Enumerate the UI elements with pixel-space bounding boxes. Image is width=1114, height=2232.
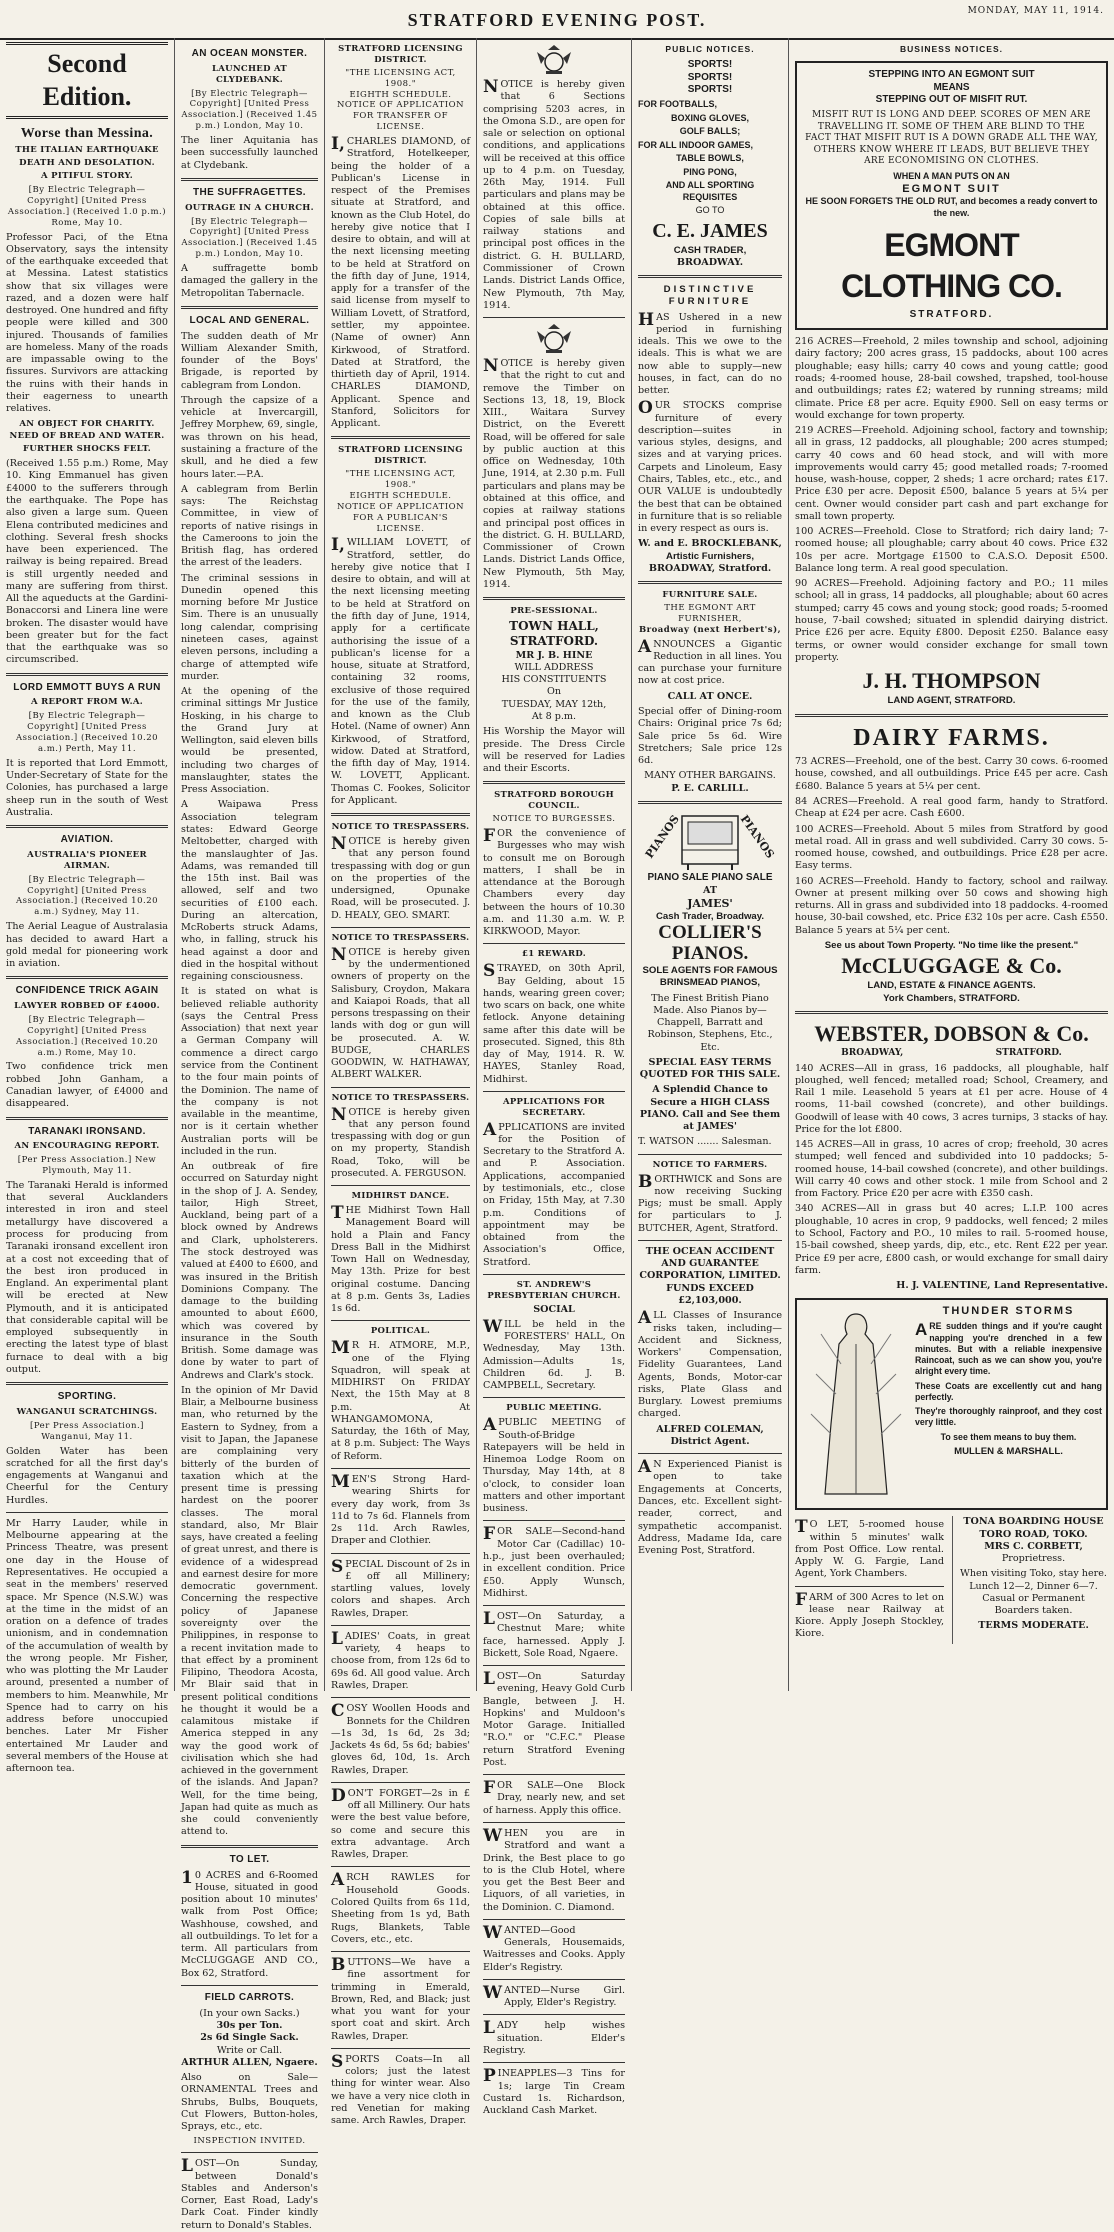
section-header: PUBLIC NOTICES. (665, 44, 755, 54)
notice-body: NOTICE is hereby given by the undermentioned owners of property on the Salisbury, Croydon, Makara and Kaiapoi Roads, that all persons trespassing on their lands with dog or gun will be prosecuted. A. W. BUDGE, CHARLES GOODWIN, W. HATHAWAY, ALBERT WALKER. (331, 944, 470, 1081)
classified-ad: FOR SALE—Second-hand Motor Car (Cadillac) 10-h.p., just been overhauled; in excellent condition. Price £50. Apply Wunsch, Midhirst. (483, 1524, 625, 1599)
ad-item: BOXING GLOVES, (670, 112, 749, 123)
newspaper-title: STRATFORD EVENING POST. (407, 10, 707, 30)
headline: SPORTING. (57, 1391, 117, 1403)
ad-line: LAND, ESTATE & FINANCE AGENTS. (867, 980, 1036, 992)
headline: CONFIDENCE TRICK AGAIN (15, 985, 159, 997)
classified-ad: PINEAPPLES—3 Tins for 1s; large Tin Cream Custard 1s. Richardson, Auckland Cash Market. (483, 2066, 625, 2117)
ad-body: LOST—On Sunday, between Donald's Stables and Anderson's Corner, East Road, Lady's Dark Coat. Finder kindly return to Donald's Stables. (181, 2156, 318, 2231)
ad-line: LAND AGENT, STRATFORD. (887, 695, 1016, 707)
ad-line: ALFRED COLEMAN, District Agent. (656, 1423, 764, 1447)
pianos-sign: PIANOS (642, 812, 682, 861)
notice-body: THE Midhirst Town Hall Management Board will hold a Plain and Fancy Dress Ball in the Midhirst Town Hall on Wednesday, May 13th. Prize for best original costume. Dancing at 8 p.m. Gents 3s, Ladies 1s 6d. (331, 1203, 470, 1315)
ad-line: HE SOON FORGETS THE OLD RUT, and becomes a ready convert to the new. (805, 196, 1098, 218)
paragraph: A Waipawa Press Association telegram states: Edward George Meltobetter, charged with the manslaughter of Jas. Adams, was remanded till the 15th inst. Bail was allowed, self and two securities of £100 each. During an altercation, McRoberts struck Adams, who, in falling, struck his head against a door and died in the hospital without regaining consciousness. (181, 799, 318, 983)
subhead: NEED OF BREAD AND WATER. (9, 431, 165, 442)
ad-line: Artistic Furnishers, (666, 550, 754, 562)
column-5 (632, 38, 789, 1691)
classified-ad: SPECIAL Discount of 2s in £ off all Millinery; startling values, lovely colors and shapes. Arch Rawles, Draper. (331, 1556, 470, 1619)
ad-body: ALL Classes of Insurance risks taken, including—Accident and Sickness, Workers' Compensation, Fidelity Guarantees, Land Agents, Bonds, Motor-car risks, Plate Glass and Burglary. Lowest premiums charged. (638, 1308, 782, 1420)
ad-line: INSPECTION INVITED. (193, 2136, 306, 2147)
article-body: Professor Paci, of the Etna Observatory, says the intensity of the earthquake exceeded that at Messina. Latest statistics show that six villages were razed, and a dozen were half destroyed. One hundred and fifty people were killed and 300 injured. Thousands of families are homeless. Many of the roads are impassable owing to the fissures. Survivors are attacking the ruins with their hands in their eagerness to unearth relatives. (6, 231, 168, 415)
ad-body: They're thoroughly rainproof, and they cost very little. (915, 1406, 1102, 1428)
notice-body: NOTICE is hereby given that the right to cut and remove the Timber on Sections 13, 18, 19, Block XIII., Waitara Survey District, on the Everett Road, will be offered for sale by public auction at this office on Wednesday, 10th June, 1914, at 2.30 p.m. Full particulars and plans may be obtained at this office, and copies at railway stations and principal post offices in the district. G. H. BULLARD, Commissioner of Crown Lands. District Lands Office, New Plymouth, 5th May, 1914. (483, 356, 625, 590)
advertiser-name: MULLEN & MARSHALL. (954, 1445, 1063, 1457)
ad-line: ARTHUR ALLEN, Ngaere. (181, 2056, 318, 2068)
article-body: Golden Water has been scratched for all the first day's engagements at Wanganui and Cheerful for the Century Hurdles. (6, 1445, 168, 1506)
ad-item: GOLF BALLS; (679, 126, 741, 137)
ad-line: Write or Call. (216, 2044, 283, 2056)
subhead: LAUNCHED AT CLYDEBANK. (211, 63, 288, 85)
notice-heading: STRATFORD BOROUGH COUNCIL. (494, 790, 614, 812)
ad-heading: DAIRY FARMS. (853, 724, 1050, 751)
ad-heading: DISTINCTIVE (663, 284, 757, 296)
subhead: FURTHER SHOCKS FELT. (22, 444, 152, 455)
paragraph: An outbreak of fire occurred on Saturday night in the shop of J. A. Sendey, tailor, High Street, Auckland, being part of a block owned by Andrews and Clark, upholsterers. The stock destroyed was valued at £400 to £600, and was insured in the British Dominions Company. The damage to the building amounted to about £600, which was covered by insurance in the South British. Some damage was done by water to part of Andrews and Clark's stock. (181, 1161, 318, 1381)
ad-line: TERMS MODERATE. (978, 1620, 1089, 1632)
paragraph: A cablegram from Berlin says: The Reichstag Committee, in view of reports of native risings in the Cameroons to join the British flag, has ordered the arrest of the leaders. (181, 483, 318, 569)
paragraph: Through the capsize of a vehicle at Invercargill, Jeffrey Morphew, 69, single, was thrown on his head, sustaining a fracture of the skull, and he died a few hours later.—P.A. (181, 394, 318, 480)
classified-ad: FARM of 300 Acres to let on lease near Railway at Kiore. Apply Joseph Stockley, Kiore. (795, 1589, 944, 1640)
ad-line: AT (702, 884, 718, 896)
ad-line: PIANO SALE PIANO SALE (647, 871, 773, 883)
paragraph: The sudden death of Mr William Alexander Smith, founder of the Boys' Brigade, is reported by cablegram from London. (181, 330, 318, 391)
classified-ad: TO LET, 5-roomed house within 5 minutes' walk from Post Office. Low rental. Apply W. G. Fargie, Land Agent, York Chambers. (795, 1517, 944, 1580)
notice-body: NOTICE is hereby given that any person found trespassing with dog or gun on my property, Standish Road, Toko, will be prosecuted. A. FERGUSON. (331, 1104, 470, 1179)
notice-line: MR J. B. HINE (515, 649, 593, 661)
ad-heading: NOTICE TO FARMERS. (652, 1159, 768, 1170)
notice-body: WILL be held in the FORESTERS' HALL, On Wednesday, May 13th. Admission—Adults 1s, Children 6d. J. B. CAMPBELL, Secretary. (483, 1316, 625, 1392)
land-listing: 84 ACRES—Freehold. A real good farm, handy to Stratford. Cheap at £24 per acre. Cash £600. (795, 796, 1108, 820)
ad-line: THE EGMONT ART FURNISHER, (664, 603, 756, 624)
notice-line: "THE LICENSING ACT, 1908." (345, 469, 456, 490)
ad-line: SOLE AGENTS FOR FAMOUS BRINSMEAD PIANOS, (642, 965, 778, 989)
ad-item: AND ALL SPORTING REQUISITES (665, 180, 755, 202)
notice-heading: POLITICAL. (370, 1326, 431, 1337)
notice-body: APPLICATIONS are invited for the Position of Secretary to the Stratford A. and P. Association. Applications, accompanied by testimonials, etc., close on Friday, 15th May, at 7.30 p.m. Conditions of appointment may be obtained from the Association's Office, Stratford. (483, 1119, 625, 1268)
notice-line: HIS CONSTITUENTS (501, 674, 607, 686)
subhead: AUSTRALIA'S PIONEER AIRMAN. (27, 849, 147, 871)
land-listing: 216 ACRES—Freehold, 2 miles township and school, adjoining dairy factory; 200 acres grass, 15 paddocks, about 100 acres ploughable; easy hills; carry 40 cows and young cattle; good roads; 4-roomed house, 28-bail cowshed, trapshed, tool-house and outbuildings; rates £2; watered by running streams; mild climate. Price £8 per acre. Equity £900. Sell on easy terms or would exchange for town property. (795, 336, 1108, 421)
credit-line: [By Electric Telegraph—Copyright] [United Press Association.] (Received 1.45 p.m.) London, May 10. (181, 88, 318, 132)
ad-body: Special offer of Dining-room Chairs: Original price 7s 6d; Sale price 5s 6d. Wire Stretchers; Sale price 12s 6d. (638, 705, 782, 767)
notice-body: APUBLIC MEETING of South-of-Bridge Ratepayers will be held in Hinemoa Lodge Room on Thursday, May 14th, at 8 o'clock, to consider loan matters and other important business. (483, 1415, 625, 1515)
land-listing: 100 ACRES—Freehold. Close to Stratford; rich dairy land; 7-roomed house; all ploughable; carry about 40 cows. Price £32 10s per acre. Mortgage £1500 to C.A.S.O. Deposit £500. Balance long term. A real good speculation. (795, 526, 1108, 574)
land-listing: 160 ACRES—Freehold. Handy to factory, school and railway. Owner at present milking over 50 cows and showing high returns. All in grass and subdivided into 18 paddocks. 4-roomed house, 30-bail cowshed, etc. Price £32 10s per acre. Cash £550. Balance 5 years at 5¼ per cent. (795, 875, 1108, 936)
agent-name: McCLUGGAGE & Co. (841, 953, 1062, 979)
ad-heading: TONA BOARDING HOUSE TORO ROAD, TOKO. (963, 1516, 1104, 1540)
pianos-sign: PIANOS (738, 812, 778, 861)
article-body: The Taranaki Herald is informed that several Aucklanders interested in iron and steel metallurgy have discovered a process for producing from Taranaki ironsand excellent iron at a cost not exceeding that of the best iron produced in England. An experimental plant will be erected at New Plymouth, and it is anticipated that considerable capital will be employed subsequently in erecting the latest type of blast furnace to deal with a big output. (6, 1179, 168, 1375)
notice-body: MR H. ATMORE, M.P., one of the Flying Squadron, will speak at MIDHIRST On FRIDAY Next, the 15th May at 8 p.m. At WHANGAMOMONA, Saturday, the 16th of May, at 8 p.m. Subject: The Ways of Reform. (331, 1338, 470, 1462)
ad-body: BORTHWICK and Sons are now receiving Sucking Pigs; must be small. Apply for particulars to J. BUTCHER, Agent, Stratford. (638, 1171, 782, 1234)
egmont-clothing-ad (795, 61, 1108, 330)
subhead: OUTRAGE IN A CHURCH. (185, 202, 314, 213)
notice-body: NOTICE is hereby given that any person found trespassing with dog or gun on the properties of the undersigned, Opunake Road, will be prosecuted. J. D. HEALY, GEO. SMART. (331, 834, 470, 921)
agent-location (795, 1048, 1108, 1060)
classified-ad: LOST—On Saturday, a Chestnut Mare; white face, harnessed. Apply J. Bickett, Sole Road, Ngaere. (483, 1609, 625, 1659)
notice-heading: APPLICATIONS FOR SECRETARY. (502, 1096, 606, 1118)
land-listing: 100 ACRES—Freehold. About 5 miles from Stratford by good metal road. All in grass and well subdivided. Carry 30 cows. 5-roomed house, cowshed, and outbuildings. Price £28 per acre. Easy terms. (795, 823, 1108, 872)
headline: Worse than Messina. (20, 125, 154, 141)
masthead (0, 0, 1114, 40)
notice-line: On (546, 686, 562, 698)
ad-line: T. WATSON ....... Salesman. (638, 1136, 772, 1148)
notice-heading: NOTICE TO TRESPASSERS. (331, 822, 470, 833)
classified-ad: BUTTONS—We have a fine assortment for trimming in Emerald, Brown, Red, and Black; just what you want for your sport coat and skirt. Arch Rawles, Draper. (331, 1955, 470, 2042)
section-header: BUSINESS NOTICES. (900, 44, 1003, 54)
classified-ad: WANTED—Good Generals, Housemaids, Waitresses and Cooks. Apply Elder's Registry. (483, 1922, 625, 1973)
headline: LOCAL AND GENERAL. (189, 314, 310, 326)
piano-illustration (638, 810, 782, 872)
ad-line: BROADWAY. (676, 256, 744, 268)
land-listing: 340 ACRES—All in grass but 40 acres; L.I.P. 100 acres ploughable, 10 acres in crop, 9 paddocks, well fenced; 2 miles to School, Factory and P.O., 10 miles to rail. 5-roomed house, 15-bail cowshed, sheep yards, dip, etc., etc. Rent £22 per year. Price £9 per acre, £800 cash, or would exchange for small dairy farm. (795, 1203, 1108, 1276)
subhead: DEATH AND DESOLATION. (19, 158, 155, 169)
notice-heading: PUBLIC MEETING. (506, 1403, 602, 1414)
ad-line: York Chambers, STRATFORD. (883, 992, 1020, 1004)
issue-date: MONDAY, MAY 11, 1914. (967, 6, 1104, 16)
credit-line: [By Electric Telegraph—Copyright] [United Press Association.] (Received 1.0 p.m.) Rome, May 10. (7, 185, 167, 228)
ad-line: SPORTS! (687, 71, 733, 83)
ad-body: 10 ACRES and 6-Roomed House, situated in good position about 10 minutes' walk from Post Office; Washhouse, cowshed, and all outbuildings. To let for a term. All particulars from McCLUGGAGE AND CO., Box 62, Stratford. (181, 1867, 318, 1979)
ad-heading: TO LET. (229, 1853, 270, 1865)
piano-brand: COLLIER'S PIANOS. (658, 922, 762, 965)
paragraph: In the opinion of Mr David Blair, a Melbourne business man, who returned by the Eastern to Sydney, from a visit to Japan, the Japanese are complaining very bitterly of the burden of taxation which at the present time is pressing hardest on the poorer classes. The moral standard, also, Mr Blair says, have created a feeling of great unrest, and there is evidence of a widespread and earnest desire for more democratic government. Concerning the respective policy of Japanese sovereignty over the Philippines, in response to a recent invitation made to that effect by a prominent Filipino, Theodora Acosta, Mr Blair said that in present political conditions he thought it would be a calamitous mistake if America stepped in any way the good work of civilisation which she had achieved in the government of the islands. And Japan? Well, for the time being, Japan had quite as much as she could conveniently attend to. (181, 1384, 319, 1838)
ad-item: GO TO (695, 205, 725, 216)
royal-crest-icon (531, 323, 577, 355)
article-body: (Received 1.55 p.m.) Rome, May 10. King Emmanuel has given £4000 to the sufferers through the earthquake. The Pope has also given a large sum. Queen Elena contributed medicines and clothing. Several fresh shocks have been experienced. The railway is being repaired. Bread is still urgently needed and many are suffering from thirst. All the aqueducts at the Gardini-Bonaccorsi and Linera line were broken. The disaster would have been greater but for the fact that the earthquake was so circumscribed. (6, 458, 168, 666)
subhead: WANGANUI SCRATCHINGS. (16, 1407, 158, 1417)
ad-line: STEPPING INTO AN EGMONT SUIT (868, 68, 1035, 80)
subhead: AN OBJECT FOR CHARITY. (19, 418, 155, 429)
classified-ad: DON'T FORGET—2s in £ off all Millinery. Our hats were the best value before, so come and secure this extra advantage. Arch Rawles, Draper. (331, 1785, 470, 1861)
ad-line: H. J. VALENTINE, Land Representative. (896, 1280, 1108, 1292)
ad-body: OUR STOCKS comprise furniture of every description—suites in various styles, designs, and sizes and at varying prices. Carpets and Linoleum, Easy Chairs, Tables, etc., etc., and OUR VALUE is undoubtedly the best that can be obtained in furniture that is so reliable in every respect as ours is. (638, 398, 782, 535)
classified-ad: LADY help wishes situation. Elder's Registry. (483, 2018, 625, 2056)
notice-body: His Worship the Mayor will preside. The Dress Circle will be reserved for Ladies and their Escorts. (483, 726, 625, 775)
subhead: A PITIFUL STORY. (40, 171, 133, 182)
headline: TARANAKI IRONSAND. (28, 1125, 146, 1137)
paragraph: At the opening of the criminal sittings Mr Justice Hosking, in his charge to the Grand Jury at Wellington, said eleven bills would be presented, including two charges of manslaughter, states the Press Association. (181, 686, 318, 796)
ad-line: BROADWAY, Stratford. (648, 562, 772, 574)
land-listing: 73 ACRES—Freehold, one of the best. Carry 30 cows. 6-roomed house, cowshed, and all outbuildings. Price £45 per acre. Cash £680. Balance 5 years at 5¼ per cent. (795, 756, 1108, 792)
article-body: The Aerial League of Australasia has decided to award Hart a gold medal for pioneering work in aviation. (6, 921, 168, 970)
notice-heading: NOTICE TO TRESPASSERS. (331, 1092, 470, 1103)
ad-heading: THE OCEAN ACCIDENT AND GUARANTEE CORPORATION, LIMITED. (639, 1245, 781, 1282)
notice-heading: NOTICE TO TRESPASSERS. (331, 932, 470, 943)
ad-body: Also on Sale— ORNAMENTAL Trees and Shrubs, Bulbs, Bouquets, Cut Flowers, Button-holes, Sprays, etc., etc. (181, 2072, 318, 2133)
notice-heading: £1 REWARD. (521, 949, 587, 960)
ad-line: See us about Town Property. "No time like the present." (824, 939, 1079, 951)
royal-crest-icon (531, 44, 577, 76)
notice-line: NOTICE OF APPLICATION FOR TRANSFER OF LICENSE. (336, 100, 465, 133)
egmont-brand: EGMONT CLOTHING CO. (841, 227, 1062, 305)
notice-line: NOTICE OF APPLICATION FOR A PUBLICAN'S LICENSE. (336, 501, 465, 534)
ad-line: BROADWAY, (841, 1048, 904, 1059)
notice-body: FOR the convenience of Burgesses who may wish to consult me on Borough matters, I shall be in attendance at the Borough Chambers every day between the hours of 10.30 a.m. and 11.30 a.m. W. P. KIRKWOOD, Mayor. (483, 825, 625, 938)
agent-name: J. H. THOMPSON (862, 668, 1041, 694)
notice-body: STRAYED, on 30th April, Bay Gelding, about 15 hands, wearing green cover; two scars on back, one white fetlock. Anyone detaining same after this date will be prosecuted. Signed, this 8th day of May, 1914. R. W. HAYES, Stanley Road, Midhirst. (483, 961, 625, 1085)
classified-ad: LADIES' Coats, in great variety, 4 heaps to choose from, from 12s 6d to 69s 6d. All good value. Arch Rawles, Draper. (331, 1628, 470, 1691)
classified-ad: SPORTS Coats—In all colors; just the latest thing for winter wear. Also we have a very nice cloth in red Venetian for making same. Arch Rawles, Draper. (331, 2051, 470, 2127)
advertiser-name: P. E. CARLILL. (671, 782, 749, 794)
ad-body: A Splendid Chance to Secure a HIGH CLASS PIANO. Call and See them at JAMES' (639, 1084, 781, 1133)
thunder-storms-ad (795, 1298, 1108, 1510)
credit-line: [By Electric Telegraph—Copyright] [United Press Association.] (Received 10.20 a.m.) Rome, May 10. (15, 1014, 159, 1058)
credit-line: [By Electric Telegraph—Copyright] [United Press Association.] (Received 10.20 a.m.) Sydney, May 11. (15, 874, 159, 918)
column-3 (325, 38, 477, 2127)
edition-banner: Second Edition. (6, 42, 168, 119)
ad-line: Proprietress. (1001, 1553, 1066, 1565)
classified-ad: FOR SALE—One Block Dray, nearly new, and set of harness. Apply this office. (483, 1778, 625, 1816)
classified-ad: MEN'S Strong Hard-wearing Shirts for every day work, from 3s 11d to 7s 6d. Flannels from 2s 11d. Arch Rawles, Draper and Clothier. (331, 1472, 470, 1547)
subhead: A REPORT FROM W.A. (30, 697, 144, 708)
notice-line: NOTICE TO BURGESSES. (492, 814, 616, 825)
ad-line: EGMONT SUIT (902, 183, 1001, 196)
ad-line: 2s 6d Single Sack. (200, 2032, 299, 2044)
advertiser-name: MRS C. CORBETT, (984, 1540, 1083, 1552)
ad-item: FOR ALL INDOOR GAMES, (638, 139, 754, 150)
paragraph: It is stated on what is believed reliable authority (says the Central Press Association) that next year a German Company will commence a direct cargo service from the Continent to the four main points of the Dominion. The name of the company is not available in the meantime, nor is it certain whether Australian ports will be included in the run. (181, 986, 318, 1157)
ad-heading: FIELD CARROTS. (204, 1991, 295, 2003)
ad-body: HAS Ushered in a new period in furnishing ideals. This we owe to the ideals. This is what we are now able to supply—new houses, in fact, can do no better. (638, 309, 782, 397)
ad-item: FOR FOOTBALLS, (638, 99, 717, 110)
ad-line: STEPPING OUT OF MISFIT RUT. (875, 94, 1028, 106)
article-body: Mr Harry Lauder, while in Melbourne appearing at the Princess Theatre, was present one day in the House of Representatives. He occupied a seat in the members' reserved space. Mr Spence (N.S.W.) was at the time in the midst of an oration on a defence of trades unionism, and in condemnation of the accumulation of wealth by the wrong people. Mr Fisher, who was plotting the Mr Lauder around, presented a number of members to him. Meanwhile, Mr Spence had to carry on his address before unoccupied benches. Later Mr Fisher entertained Mr Lauder and several members of the House at afternoon tea. (6, 1517, 168, 1775)
notice-line: EIGHTH SCHEDULE. (349, 490, 452, 501)
notice-heading: PRE-SESSIONAL. (510, 606, 598, 617)
ad-line: WHEN A MAN PUTS ON AN (893, 170, 1010, 181)
classified-ad: ARCH RAWLES for Household Goods. Colored Quilts from 6s 11d, Sheeting from 1s yd, Bath Rugs, Blankets, Table Covers, etc., etc. (331, 1870, 470, 1945)
column-2 (175, 38, 325, 2231)
article-body: The liner Aquitania has been successfully launched at Clydebank. (181, 135, 318, 171)
headline: LORD EMMOTT BUYS A RUN (13, 681, 161, 693)
ad-heading: THUNDER STORMS (942, 1305, 1075, 1318)
subhead: LAWYER ROBBED OF £4000. (14, 1001, 160, 1012)
credit-line: [Per Press Association.] New Plymouth, May 11. (17, 1155, 157, 1177)
ad-line: Cash Trader, Broadway. (655, 910, 765, 922)
article-body: A suffragette bomb damaged the gallery in the Metropolitan Tabernacle. (181, 263, 318, 299)
ad-line: CASH TRADER, (673, 244, 747, 256)
notice-heading: MIDHIRST DANCE. (351, 1191, 450, 1202)
ad-line: STRATFORD. (995, 1048, 1062, 1059)
notice-body: NOTICE is hereby given that 6 Sections comprising 5203 acres, in the Omona S.D., are open for sale or selection on optional conditions, and applications will be received at this office up to 4 p.m. on Tuesday, 26th May, 1914. Full particulars and plans may be obtained at this office. Copies of sale bills at railway stations and principal post offices in the district. G. H. BULLARD, Commissioner of Crown Lands. District Lands Office, New Plymouth, 7th May, 1914. (483, 77, 625, 311)
ad-line: SPECIAL EASY TERMS QUOTED FOR THIS SALE. (639, 1056, 781, 1081)
ad-line: FUNDS EXCEED £2,103,000. (666, 1282, 754, 1306)
notice-line: "THE LICENSING ACT, 1908." (345, 67, 456, 89)
ad-body: MISFIT RUT IS LONG AND DEEP. SCORES OF MEN ARE TRAVELLING IT. SOME OF THEM ARE BLIND TO THE FACT THAT MISFIT RUT IS A DOWN GRADE ALL THE WAY, OTHERS KNOW WHERE IT LEADS, BUT BELIEVE THEY ARE ECONOMISING ON CLOTHES. (805, 110, 1098, 167)
ad-line: 30s per Ton. (216, 2020, 283, 2031)
headline: AN OCEAN MONSTER. (191, 48, 308, 59)
ad-body: To see them means to buy them. (940, 1431, 1077, 1442)
credit-line: [By Electric Telegraph—Copyright] [United Press Association.] (Received 1.45 p.m.) London, May 10. (181, 216, 318, 260)
paragraph: The criminal sessions in Dunedin opened this morning before Mr Justice Sim. There is an unusually long calendar, comprising nineteen cases, against eleven persons, including a charge of attempted wife murder. (181, 572, 318, 682)
classified-ad: LOST—On Saturday evening, Heavy Gold Curb Bangle, between J. H. Hopkins' and Muldoon's Motor Garage. Initialled "R.O." or "C.F.C." Please return Stratford Evening Post. (483, 1669, 625, 1768)
column-1 (0, 38, 175, 1775)
notice-line: At 8 p.m. (531, 711, 577, 723)
article-body: Two confidence trick men robbed John Ganham, a Canadian lawyer, of £4000 and disappeared. (6, 1061, 168, 1110)
classified-ad: COSY Woollen Hoods and Bonnets for the Children—1s 3d, 1s 6d, 2s 3d; Jackets 4s 6d, 5s 6d; babies' gloves 6d, 10d, 1s. Arch Rawles, Draper. (331, 1701, 470, 1776)
credit-line: [Per Press Association.] Wanganui, May 11. (30, 1420, 144, 1442)
notice-line: TUESDAY, MAY 12th, (501, 698, 607, 710)
headline: THE SUFFRAGETTES. (193, 186, 306, 198)
notice-body: I,CHARLES DIAMOND, of Stratford, Hotelkeeper, being the holder of a Publican's License in respect of the Premises situate at Stratford, and known as the Club Hotel, do hereby give notice that I desire to obtain, and will at the next licensing meeting to be held at Stratford on the fifth day of June, 1914, apply for a transfer of the said license from myself to William Lovett, of Stratford, settler, my appointee. (Name of owner) Ann Kirkwood, of Stratford. Dated at Stratford, the thirtieth day of April, 1914. CHARLES DIAMOND, Applicant. Spence and Stanford, Solicitors for Applicant. (331, 134, 470, 430)
ad-line: MEANS (933, 81, 970, 93)
ad-line: CALL AT ONCE. (667, 690, 753, 702)
ad-line: (In your own Sacks.) (199, 2007, 300, 2019)
land-listing: 90 ACRES—Freehold. Adjoining factory and P.O.; 11 miles school; all in grass, 14 paddocks, all ploughable; about 60 acres stumped; carry 45 cows and young stock; good roads; 5-roomed house, 7-bail cowshed; situated in splendid dairying district. Price £26 per acre. Equity £800. Deposit £250. Balance easy terms, or owner would consider exchange for small town property. (795, 578, 1108, 663)
agent-name: WEBSTER, DOBSON & Co. (814, 1020, 1089, 1046)
ad-item: TABLE BOWLS, (676, 153, 744, 164)
ad-line: MANY OTHER BARGAINS. (644, 770, 776, 782)
ad-body: The Finest British Piano Made. Also Pianos by—Chappell, Barratt and Robinson, Stephens, Etc., Etc. (647, 992, 773, 1053)
ad-body: When visiting Toko, stay here. Lunch 12—2, Dinner 6—7. Casual or Permanent Boarders taken. (960, 1568, 1107, 1617)
raincoat-figure-icon (801, 1304, 911, 1504)
ad-line: SPORTS! (687, 84, 733, 96)
land-listing: 219 ACRES—Freehold. Adjoining school, factory and township; all in grass, 12 paddocks, all ploughable; 200 acres stumped; carry 40 cows and 60 head stock, and will with more improvements would carry 45; good metalled roads; 7-roomed house, wash-house, copper, 2 sheds; 1 acre orchard; rates £17. Price £30 per acre. Deposit £500, balance 5 years at 5¼ per cent. Owner would consider part cash and part exchange for small town property. (795, 425, 1108, 522)
notice-body: I,WILLIAM LOVETT, of Stratford, settler, do hereby give notice that I desire to obtain, and will at the next licensing meeting to be held at Stratford on the fifth day of June, 1914, apply for a certificate authorising the issue of a publican's license for a house, situate at Stratford, containing 32 rooms, exclusive of those required for the use of the family, and known as the Club Hotel. (Name of owner) Ann Kirkwood, of Stratford, widow. Dated at Stratford, the fifth day of May, 1914. W. LOVETT, Applicant. Thomas C. Fookes, Solicitor for Applicant. (331, 535, 470, 806)
classified-ad: WHEN you are in Stratford and want a Drink, the Best place to go to is the Club Hotel, where you get the Best Beer and Liquors, of all varieties, in the Dominion. C. Diamond. (483, 1826, 625, 1913)
land-listing: 140 ACRES—All in grass, 16 paddocks, all ploughable, half ploughed, well fenced; metalled road; School, Creamery, and Rail 1 mile. Leasehold 5 years at £1 per acre. House of 4 rooms, 11-bail cowshed (concrete), and other buildings. Goodwill of lease with 40 cows, 3 acres turnips, 3 stacks of hay. Price for the lot £800. (795, 1062, 1108, 1135)
column-4 (477, 38, 632, 2117)
ad-line: Broadway (next Herbert's), (638, 624, 782, 635)
credit-line: [By Electric Telegraph—Copyright] [United Press Association.] (Received 10.20 a.m.) Perth, May 11. (15, 711, 159, 754)
ad-item: PING PONG, (683, 166, 737, 177)
notice-line: EIGHTH SCHEDULE. (349, 89, 452, 100)
ad-heading: FURNITURE (668, 296, 752, 308)
notice-line: SOCIAL (533, 1303, 575, 1315)
subhead: THE ITALIAN EARTHQUAKE (15, 145, 159, 156)
ad-body: ANNOUNCES a Gigantic Reduction in all lines. You can purchase your furniture now at cost price. (638, 636, 782, 687)
notice-line: WILL ADDRESS (514, 661, 594, 673)
notice-heading: ST. ANDREW'S PRESBYTERIAN CHURCH. (487, 1279, 621, 1301)
ad-body: These Coats are excellently cut and hang perfectly. (915, 1380, 1102, 1402)
headline: AVIATION. (60, 834, 114, 846)
article-body: It is reported that Lord Emmott, Under-Secretary of State for the Colonies, has purchased a large sheep run in the south of West Australia. (6, 757, 168, 818)
ad-line: JAMES' (687, 896, 733, 910)
ad-body: ARE sudden things and if you're caught napping you're drenched in a few minutes. But with a reliable inexpensive Raincoat, such as we can show you, you're alright every time. (915, 1320, 1102, 1377)
notice-heading: STRATFORD LICENSING DISTRICT. (338, 445, 463, 467)
classified-ad: WANTED—Nurse Girl. Apply, Elder's Registry. (483, 1982, 625, 2009)
venue: TOWN HALL, STRATFORD. (509, 618, 599, 649)
ad-line: SPORTS! (687, 58, 733, 70)
classified-ad: AN Experienced Pianist is open to take Engagements at Concerts, Dances, etc. Excellent sight-reader, correct, and sympathetic accompanist. Address, Madame Ida, care Evening Post, Stratford. (638, 1457, 782, 1557)
land-listing: 145 ACRES—All in grass, 10 acres of crop; freehold, 30 acres stumped; well fenced and subdivided into 10 paddocks; 5-roomed house, 14-bail cowshed (concrete), and other buildings. Will carry 40 cows and other stock. 1 mile from School and 2 from Factory. Price £20 per acre with £350 cash. (795, 1139, 1108, 1200)
ad-line: STRATFORD. (909, 309, 994, 321)
advertiser-name: W. and E. BROCKLEBANK, (638, 538, 782, 550)
subhead: AN ENCOURAGING REPORT. (14, 1141, 160, 1152)
ad-heading: FURNITURE SALE. (662, 590, 758, 601)
notice-heading: STRATFORD LICENSING DISTRICT. (338, 44, 463, 65)
column-6 (789, 38, 1114, 1691)
advertiser-name: C. E. JAMES (652, 219, 768, 242)
